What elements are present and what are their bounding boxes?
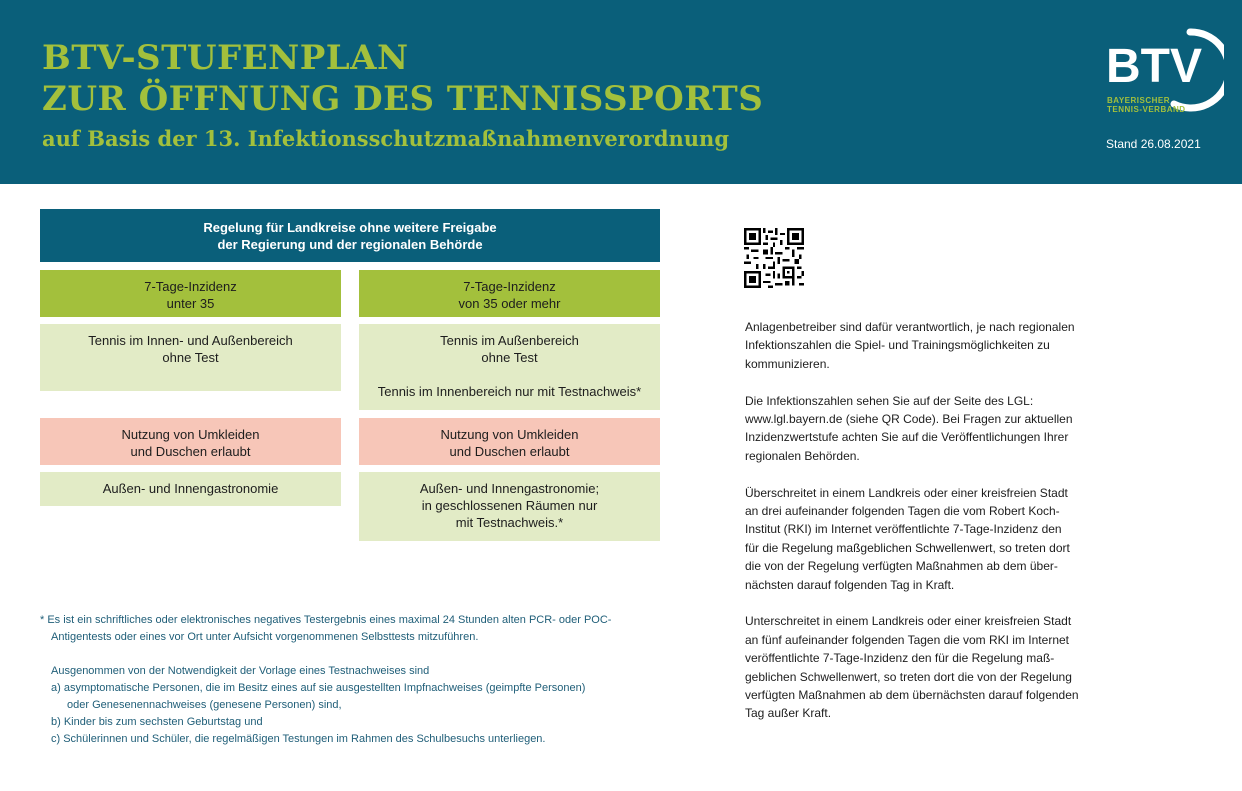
stand-date: Stand 26.08.2021 [1106,137,1201,151]
svg-text:BTV: BTV [1106,40,1202,93]
col1-tennis: Tennis im Innen- und Außenbereich ohne Test [40,324,341,391]
logo-subtext: BAYERISCHER TENNIS-VERBAND [1107,96,1186,114]
col1-umkleiden: Nutzung von Umkleiden und Duschen erlaubt [40,418,341,465]
col2-gastronomie: Außen- und Innengastronomie; in geschlossenen Räumen nur mit Testnachweis.* [359,472,660,541]
col1-gastronomie: Außen- und Innengastronomie [40,472,341,506]
info-paragraph: Überschreitet in einem Landkreis oder einer kreisfreien Stadt an drei aufeinander folgenden Tagen die vom Robert Koch- Institut (RKI) im Internet veröffentlichte 7-Tage-Inzidenz den für die Regelung maßgeblichen Schwellenwert, so treten dort die von der Regelung verfügten Maßnahmen ab dem über- nächsten darauf folgenden Tag in Kraft. [745,485,1070,592]
info-text [745,318,1110,741]
info-paragraph: Die Infektionszahlen sehen Sie auf der Seite des LGL: www.lgl.bayern.de (siehe QR Code). Bei Fragen zur aktuellen Inzidenzwertstufe achten Sie auf die Veröffentlichungen Ihrer regionalen Behörden. [745,393,1073,463]
footnote: * Es ist ein schriftliches oder elektronisches negatives Testergebnis eines maximal 24 Stunden alten PCR- oder POC- Antigentests oder eines vor Ort unter Aufsicht vorgenommenen Selbsttests mitzuführen. Ausgenommen von der Notwendigkeit der Vorlage eines Testnachweises sind a) asymptomatische Personen, die im Besitz eines auf sie ausgestellten Impfnachweises (geimpfte Personen) oder Genesenennachweises (genesene Personen) sind, b) Kinder bis zum sechsten Geburtstag und c) Schülerinnen und Schüler, die regelmäßigen Testungen im Rahmen des Schulbesuchs unterliegen. [40,614,612,745]
table-banner: Regelung für Landkreise ohne weitere Freigabe der Regierung und der regionalen Behörde [40,209,660,262]
page-subtitle: auf Basis der 13. Infektionsschutzmaßnahmenverordnung [42,126,730,151]
info-paragraph: Unterschreitet in einem Landkreis oder einer kreisfreien Stadt an fünf aufeinander folgenden Tagen die vom RKI im Internet veröffentlichte 7-Tage-Inzidenz den für die Regelung maß- geblichen Schwellenwert, so treten dort die von der Regelung verfügten Maßnahmen ab dem übernächsten darauf folgenden Tag außer Kraft. [745,614,1079,721]
col1-header: 7-Tage-Inzidenz unter 35 [40,270,341,317]
info-paragraph: Anlagenbetreiber sind dafür verantwortlich, je nach regionalen Infektionszahlen die Spiel- und Trainingsmöglichkeiten zu kommunizieren. [745,320,1075,371]
col2-header: 7-Tage-Inzidenz von 35 oder mehr [359,270,660,317]
qr-code-image[interactable] [744,228,804,288]
col2-umkleiden: Nutzung von Umkleiden und Duschen erlaubt [359,418,660,465]
header-banner [0,0,1242,184]
col2-tennis: Tennis im Außenbereich ohne Test Tennis im Innenbereich nur mit Testnachweis* [359,324,660,410]
page-title: BTV-STUFENPLAN ZUR ÖFFNUNG DES TENNISSPORTS [42,38,764,119]
